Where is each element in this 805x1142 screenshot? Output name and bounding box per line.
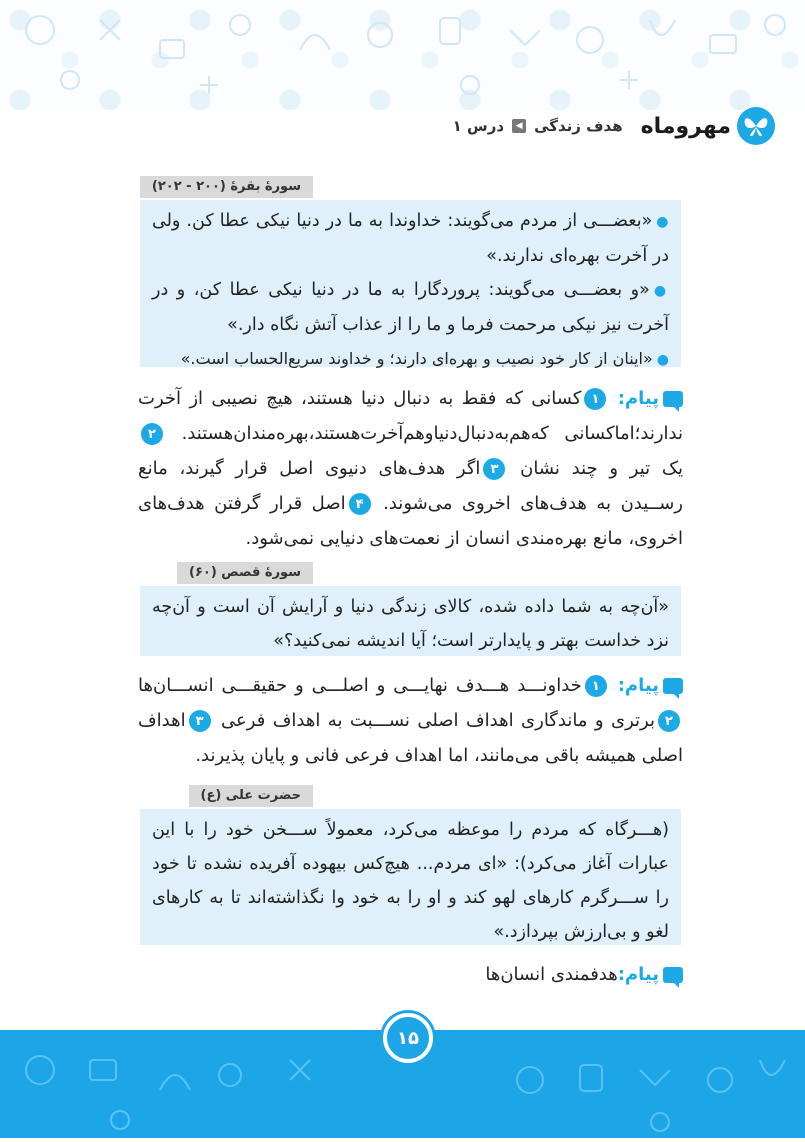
chat-bubble-icon [663, 967, 683, 983]
quote-bullet: ●«بعضـــی از مردم می‌گویند: خداوندا به ما در دنیا نیکی عطا کن. ولی در آخرت بهره‌ای ندارند.» [152, 211, 669, 266]
message-block: پیام: ۱کسانی که فقط به دنبال دنیا هستند، هیچ نصیبی از آخرت ندارند؛اماکسانی که‌هم‌به‌دنبال‌دنیاوهم‌آخرت‌هستند،بهره‌مندان‌هستند. ۲یک تیر و چند نشان ۳اگر هدف‌های دنیوی اصل قرار گیرند، مانع رســیدن به هدف‌های اخروی می‌شوند. ۴اصل قرار گرفتن هدف‌های اخروی، مانع بهره‌مندی انسان از نعمت‌های دنیایی نمی‌شود. [138, 388, 683, 549]
page-number: ۱۵ [383, 1013, 433, 1063]
verse-source-label: سورهٔ بقرهٔ (۲۰۰ - ۲۰۲) [140, 176, 313, 198]
number-badge: ۱ [584, 388, 606, 410]
message-tag: پیام: [617, 675, 659, 696]
quote-box [140, 200, 681, 367]
page-header [30, 96, 775, 156]
logo-text: مهروماه [640, 113, 731, 139]
message-tag: پیام: [617, 964, 659, 985]
lesson-number: درس ۱ [452, 117, 505, 135]
number-badge: ۲ [658, 710, 680, 732]
verse-source-label: حضرت علی (ع) [189, 785, 313, 807]
number-badge: ۴ [349, 493, 371, 515]
breadcrumb [453, 117, 623, 135]
number-badge: ۳ [483, 458, 505, 480]
chevron-left-icon: ◀ [512, 119, 526, 133]
quote-box: «آن‌چه به شما داده شده، کالای زندگی دنیا و آرایش آن است و آن‌چه نزد خداست بهتر و پایدارتر است؛ آیا اندیشه نمی‌کنید؟» [140, 586, 681, 656]
butterfly-icon [737, 107, 775, 145]
bullet-icon: ● [656, 352, 669, 368]
message-block: پیام:هدفمندی انسان‌ها [138, 957, 683, 992]
quote-bullet: ●«اینان از کار خود نصیب و بهره‌ای دارند؛ و خداوند سریع‌الحساب است.» [180, 349, 669, 368]
message-tag: پیام: [617, 388, 659, 409]
chat-bubble-icon [663, 391, 683, 407]
bullet-icon: ● [656, 214, 669, 230]
number-badge: ۲ [141, 423, 163, 445]
verse-source-label: سورهٔ قصص (۶۰) [177, 562, 313, 584]
lesson-title: هدف زندگی [534, 117, 623, 135]
number-badge: ۱ [585, 675, 607, 697]
doodle-pattern-icon [0, 0, 805, 110]
brand-logo [641, 107, 775, 145]
quote-bullet: ●«و بعضـــی می‌گویند: پروردگارا به ما در دنیا نیکی عطا کن، و در آخرت نیز نیکی مرحمت فرما و ما را از عذاب آتش نگاه دار.» [152, 280, 670, 335]
chat-bubble-icon [663, 678, 683, 694]
bullet-icon: ● [653, 283, 670, 299]
quote-box: (هـــرگاه که مردم را موعظه می‌کرد، معمولاً ســـخن خود را با این عبارات آغاز می‌کرد): «ای مردم... هیچ‌کس بیهوده آفریده نشده تا خود را ســـرگرم کارهای لهو کند و او را به خود وا نگذاشته‌اند تا به کارهای لغو و بی‌ارزش بپردازد.» [140, 809, 681, 945]
top-pattern-band [0, 0, 805, 110]
message-block: پیام: ۱خداونـــد هـــدف نهایـــی و اصلـــی و حقیقـــی انســـان‌ها ۲برتری و ماندگاری اهداف اصلی نســـبت به اهداف فرعی ۳اهداف اصلی همیشه باقی می‌مانند، اما اهداف فرعی فانی و پایان پذیرند. [138, 675, 683, 766]
number-badge: ۳ [189, 710, 211, 732]
